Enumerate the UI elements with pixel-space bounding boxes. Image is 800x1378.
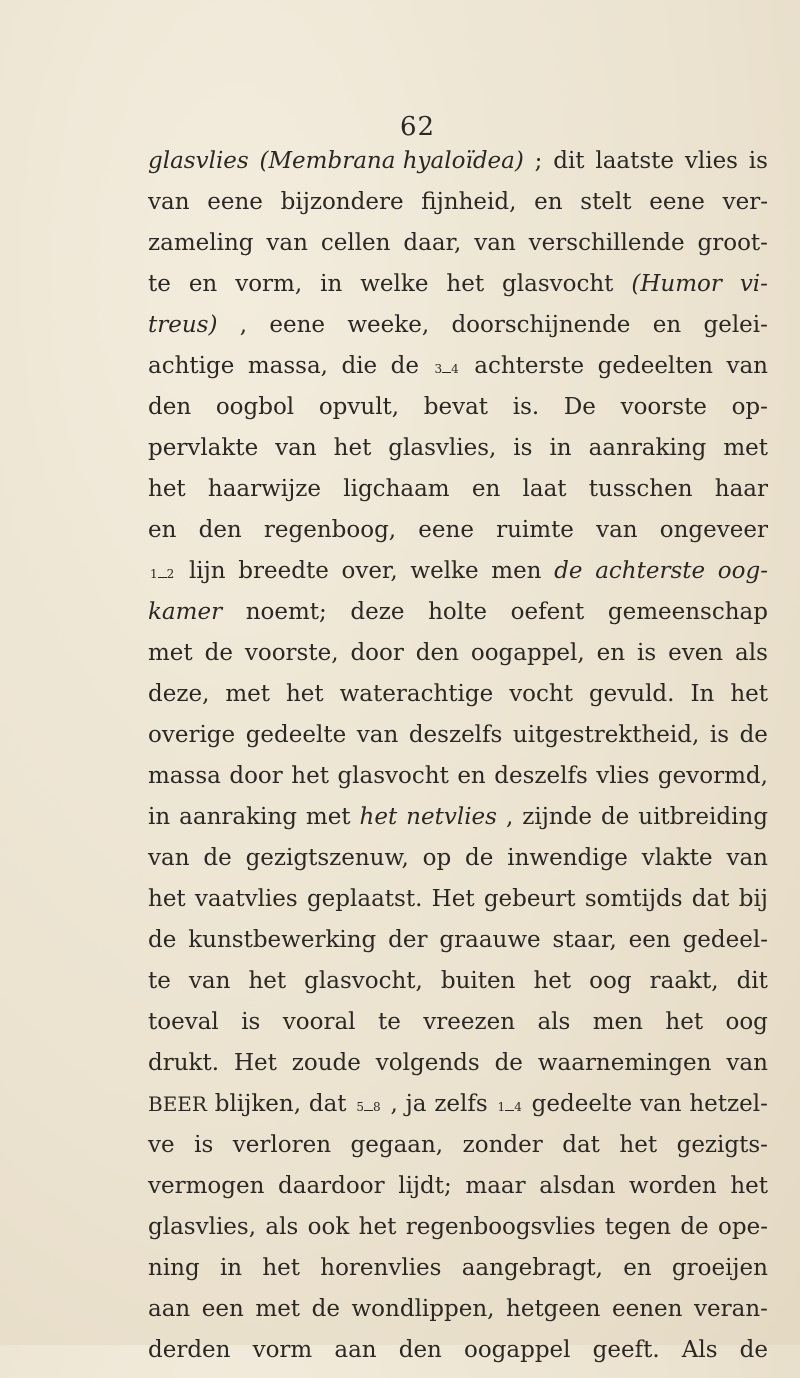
word: (Membrana hyaloïdea): [259, 148, 524, 174]
word: achterste: [595, 558, 706, 584]
word: over,: [341, 558, 398, 584]
word: is.: [512, 394, 540, 420]
fraction: [498, 1102, 522, 1113]
word: het: [148, 886, 186, 912]
word: horenvlies: [320, 1255, 442, 1281]
word: in: [549, 435, 572, 461]
word: het: [446, 271, 485, 297]
word: aangebragt,: [461, 1255, 603, 1281]
word: zijnde: [522, 804, 592, 830]
word: van: [148, 189, 190, 215]
word: ,: [390, 1091, 398, 1117]
word: het: [148, 476, 186, 502]
word: lijn: [188, 558, 226, 584]
word: netvlies: [406, 804, 497, 830]
word: is: [241, 1009, 261, 1035]
word: De: [563, 394, 596, 420]
word: van: [188, 968, 231, 994]
word: achterste: [474, 353, 585, 379]
word: de: [390, 353, 419, 379]
word: glasvocht: [502, 271, 614, 297]
word: deszelfs: [408, 722, 503, 748]
word: laat: [522, 476, 567, 502]
text-line: [148, 804, 768, 845]
word: regenboogsvlies: [405, 1214, 596, 1240]
text-line: [148, 148, 768, 189]
word: verschillende: [528, 230, 685, 256]
fraction-bar: [158, 577, 167, 578]
word: van: [474, 230, 516, 256]
word: de: [600, 804, 630, 830]
word: het: [665, 1009, 704, 1035]
word: cellen: [320, 230, 391, 256]
fraction-denominator: 2: [166, 567, 175, 581]
fraction: [434, 364, 458, 375]
word: breedte: [238, 558, 329, 584]
word: in: [219, 1255, 243, 1281]
word: verloren: [232, 1132, 332, 1158]
word: is: [194, 1132, 214, 1158]
word: de: [148, 927, 177, 953]
text-line: [148, 435, 768, 476]
word: waarnemingen: [537, 1050, 712, 1076]
body-text: [148, 148, 768, 1378]
word: van: [275, 435, 317, 461]
word: als: [537, 1009, 571, 1035]
word: waterachtige: [339, 681, 494, 707]
word: haarwijze: [207, 476, 322, 502]
word: op: [422, 845, 452, 871]
word: gevormd,: [657, 763, 768, 789]
word: is: [637, 640, 657, 666]
word: door: [229, 763, 283, 789]
word: opvult,: [318, 394, 400, 420]
word: het: [248, 968, 287, 994]
word: somtijds: [584, 886, 683, 912]
word: aanraking: [179, 804, 297, 830]
word: voorste: [620, 394, 707, 420]
word: met: [148, 640, 193, 666]
fraction-denominator: 4: [451, 362, 459, 376]
word: en: [471, 476, 501, 502]
text-line: [148, 927, 768, 968]
word: gelei-: [703, 312, 768, 338]
word: het: [333, 435, 372, 461]
word: toeval: [148, 1009, 219, 1035]
word: noemt;: [245, 599, 327, 625]
word: blijken,: [214, 1091, 302, 1117]
word: glasvocht: [337, 763, 449, 789]
word: welke: [360, 271, 429, 297]
fraction-bar: [505, 1110, 514, 1111]
word: ve: [148, 1132, 175, 1158]
word: achtige: [148, 353, 235, 379]
text-line: [148, 353, 768, 394]
word: het: [730, 681, 768, 707]
word: van: [726, 845, 768, 871]
word: ja: [405, 1091, 427, 1117]
word: te: [148, 271, 171, 297]
word: en: [188, 271, 218, 297]
word: vlakte: [641, 845, 713, 871]
word: met: [255, 1296, 301, 1322]
text-line: [148, 271, 768, 312]
word: gebeurt: [483, 886, 576, 912]
word: het: [285, 681, 324, 707]
word: den: [198, 517, 242, 543]
word: vlies: [684, 148, 738, 174]
word: het: [262, 1255, 301, 1281]
word: worden: [629, 1173, 717, 1199]
word: groot-: [697, 230, 768, 256]
fraction-bar: [442, 372, 451, 373]
word: vocht: [509, 681, 573, 707]
word: de: [739, 722, 768, 748]
word: den: [415, 640, 459, 666]
word: en: [534, 189, 563, 215]
word: massa: [148, 763, 221, 789]
word: op-: [731, 394, 768, 420]
word: (Humor: [631, 271, 722, 297]
word: men: [592, 1009, 643, 1035]
word: vorm: [252, 1337, 313, 1363]
word: den: [398, 1337, 442, 1363]
word: als: [735, 640, 768, 666]
word: Het: [233, 1050, 277, 1076]
word: dat: [691, 886, 730, 912]
word: regenboog,: [263, 517, 397, 543]
word: die: [341, 353, 378, 379]
word: geeft.: [592, 1337, 660, 1363]
word: deszelfs: [494, 763, 588, 789]
word: bijzondere: [280, 189, 404, 215]
word: als: [265, 1214, 299, 1240]
word: massa,: [247, 353, 328, 379]
fraction: [150, 569, 174, 580]
word: hetgeen: [506, 1296, 601, 1322]
word: gedeelten: [597, 353, 713, 379]
word: in: [148, 804, 171, 830]
word: deze: [350, 599, 405, 625]
word: en: [596, 640, 626, 666]
fraction-numerator: 3: [434, 362, 443, 376]
word: ;: [534, 148, 543, 174]
word: een: [201, 1296, 244, 1322]
word: Het: [431, 886, 475, 912]
word: de: [680, 1214, 709, 1240]
word: de: [465, 845, 494, 871]
text-line: [148, 763, 768, 804]
word: uitbreiding: [638, 804, 768, 830]
text-line: [148, 517, 768, 558]
word: vorm,: [235, 271, 303, 297]
word: de: [739, 1337, 768, 1363]
word: vreezen: [423, 1009, 516, 1035]
text-line: [148, 394, 768, 435]
word: gedeel-: [682, 927, 768, 953]
word: oogbol: [215, 394, 295, 420]
word: zonder: [462, 1132, 543, 1158]
word: kamer: [148, 599, 223, 625]
text-line: [148, 230, 768, 271]
word: glasvlies,: [148, 1214, 257, 1240]
word: voorste,: [244, 640, 339, 666]
word: van: [726, 1050, 768, 1076]
fraction-numerator: 1: [497, 1100, 506, 1114]
word: het: [730, 1173, 768, 1199]
fraction-bar: [364, 1110, 373, 1111]
word: het: [533, 968, 572, 994]
word: stelt: [580, 189, 632, 215]
text-line: [148, 1091, 768, 1132]
word: van: [148, 845, 190, 871]
word: de: [203, 845, 232, 871]
word: buiten: [440, 968, 516, 994]
word: ver-: [722, 189, 768, 215]
word: aan: [148, 1296, 191, 1322]
word: en: [148, 517, 177, 543]
text-line: [148, 1050, 768, 1091]
word: vooral: [282, 1009, 356, 1035]
word: met: [225, 681, 271, 707]
word: groeijen: [671, 1255, 768, 1281]
word: ning: [148, 1255, 200, 1281]
word: laatste: [595, 148, 675, 174]
word: tegen: [604, 1214, 671, 1240]
word: eene: [207, 189, 263, 215]
text-line: [148, 722, 768, 763]
word: gezigts-: [676, 1132, 768, 1158]
text-line: [148, 845, 768, 886]
word: holte: [428, 599, 487, 625]
word: den: [148, 394, 192, 420]
word: de: [204, 640, 233, 666]
word: zameling: [148, 230, 254, 256]
word: gevuld.: [588, 681, 675, 707]
word: vi-: [739, 271, 768, 297]
word: aan: [334, 1337, 377, 1363]
word: eene: [418, 517, 474, 543]
word: door: [350, 640, 404, 666]
word: van: [639, 1091, 682, 1117]
fraction-numerator: 5: [356, 1100, 365, 1114]
word: daar,: [403, 230, 462, 256]
word: daardoor: [278, 1173, 385, 1199]
word: even: [668, 640, 724, 666]
word: ook: [307, 1214, 350, 1240]
fraction-numerator: 1: [150, 567, 158, 581]
word: ongeveer: [659, 517, 768, 543]
word: in: [320, 271, 343, 297]
word: gemeenschap: [607, 599, 768, 625]
word: met: [723, 435, 768, 461]
word: het: [291, 763, 329, 789]
text-line: [148, 1337, 768, 1378]
word: overige: [148, 722, 236, 748]
text-line: [148, 886, 768, 927]
word: derden: [148, 1337, 231, 1363]
text-line: [148, 1009, 768, 1050]
word: bij: [738, 886, 768, 912]
word: de: [311, 1296, 340, 1322]
word: ope-: [718, 1214, 768, 1240]
word: volgends: [375, 1050, 480, 1076]
word: gegaan,: [350, 1132, 444, 1158]
word: BEER: [148, 1092, 207, 1116]
text-line: [148, 968, 768, 1009]
word: van: [596, 517, 638, 543]
word: glasvlies,: [388, 435, 497, 461]
word: oogappel,: [470, 640, 585, 666]
word: te: [148, 968, 171, 994]
word: ,: [239, 312, 248, 338]
text-line: [148, 476, 768, 517]
word: fijnheid,: [421, 189, 517, 215]
word: deze,: [148, 681, 210, 707]
word: Als: [681, 1337, 718, 1363]
word: oefent: [510, 599, 585, 625]
word: vaatvlies: [194, 886, 298, 912]
text-line: [148, 1296, 768, 1337]
word: en: [457, 763, 486, 789]
word: pervlakte: [148, 435, 259, 461]
word: der: [388, 927, 428, 953]
word: het: [359, 804, 398, 830]
word: is: [513, 435, 533, 461]
word: veran-: [694, 1296, 768, 1322]
word: kunstbewerking: [188, 927, 377, 953]
word: eene: [649, 189, 705, 215]
word: eenen: [612, 1296, 683, 1322]
word: van: [726, 353, 768, 379]
text-line: [148, 681, 768, 722]
word: wondlippen,: [351, 1296, 495, 1322]
word: alsdan: [539, 1173, 616, 1199]
word: te: [377, 1009, 401, 1035]
word: tusschen: [588, 476, 693, 502]
word: en: [623, 1255, 652, 1281]
word: welke: [410, 558, 479, 584]
word: doorschijnende: [451, 312, 631, 338]
word: gedeelte: [245, 722, 347, 748]
word: ligchaam: [343, 476, 450, 502]
word: maar: [465, 1173, 526, 1199]
word: lijdt;: [398, 1173, 452, 1199]
word: haar: [714, 476, 768, 502]
text-line: [148, 599, 768, 640]
word: met: [305, 804, 351, 830]
word: zoude: [291, 1050, 361, 1076]
word: van: [356, 722, 399, 748]
word: inwendige: [507, 845, 628, 871]
word: oog-: [717, 558, 768, 584]
word: dit: [553, 148, 585, 174]
word: In: [690, 681, 715, 707]
word: oog: [725, 1009, 768, 1035]
word: oog: [589, 968, 632, 994]
word: en: [652, 312, 682, 338]
word: drukt.: [148, 1050, 220, 1076]
word: dat: [308, 1091, 347, 1117]
word: zelfs: [434, 1091, 488, 1117]
word: een: [628, 927, 671, 953]
word: ruimte: [496, 517, 574, 543]
text-line: [148, 312, 768, 353]
word: vermogen: [148, 1173, 265, 1199]
word: dit: [736, 968, 768, 994]
text-line: [148, 189, 768, 230]
fraction-denominator: 8: [373, 1100, 381, 1114]
text-line: [148, 1255, 768, 1296]
word: glasvocht,: [304, 968, 423, 994]
word: treus): [148, 312, 218, 338]
word: glasvlies: [148, 148, 249, 174]
word: het: [358, 1214, 397, 1240]
word: eene: [269, 312, 326, 338]
text-line: [148, 1214, 768, 1255]
word: is: [748, 148, 768, 174]
word: weeke,: [347, 312, 430, 338]
word: van: [266, 230, 308, 256]
word: men: [491, 558, 542, 584]
word: oogappel: [463, 1337, 571, 1363]
fraction-denominator: 4: [514, 1100, 522, 1114]
page-number: 62: [400, 112, 436, 142]
word: aanraking: [588, 435, 707, 461]
word: de: [494, 1050, 523, 1076]
word: staar,: [552, 927, 617, 953]
text-line: [148, 558, 768, 599]
word: ,: [505, 804, 514, 830]
word: hetzel-: [689, 1091, 768, 1117]
word: gezigtszenuw,: [245, 845, 409, 871]
word: uitgestrektheid,: [512, 722, 700, 748]
word: het: [619, 1132, 658, 1158]
word: dat: [562, 1132, 600, 1158]
word: graauwe: [439, 927, 541, 953]
word: vlies: [596, 763, 650, 789]
word: raakt,: [649, 968, 719, 994]
fraction: [356, 1102, 380, 1113]
text-line: [148, 640, 768, 681]
text-line: [148, 1173, 768, 1214]
word: bevat: [423, 394, 489, 420]
word: geplaatst.: [306, 886, 423, 912]
word: gedeelte: [531, 1091, 633, 1117]
word: de: [554, 558, 583, 584]
text-line: [148, 1132, 768, 1173]
word: is: [709, 722, 730, 748]
